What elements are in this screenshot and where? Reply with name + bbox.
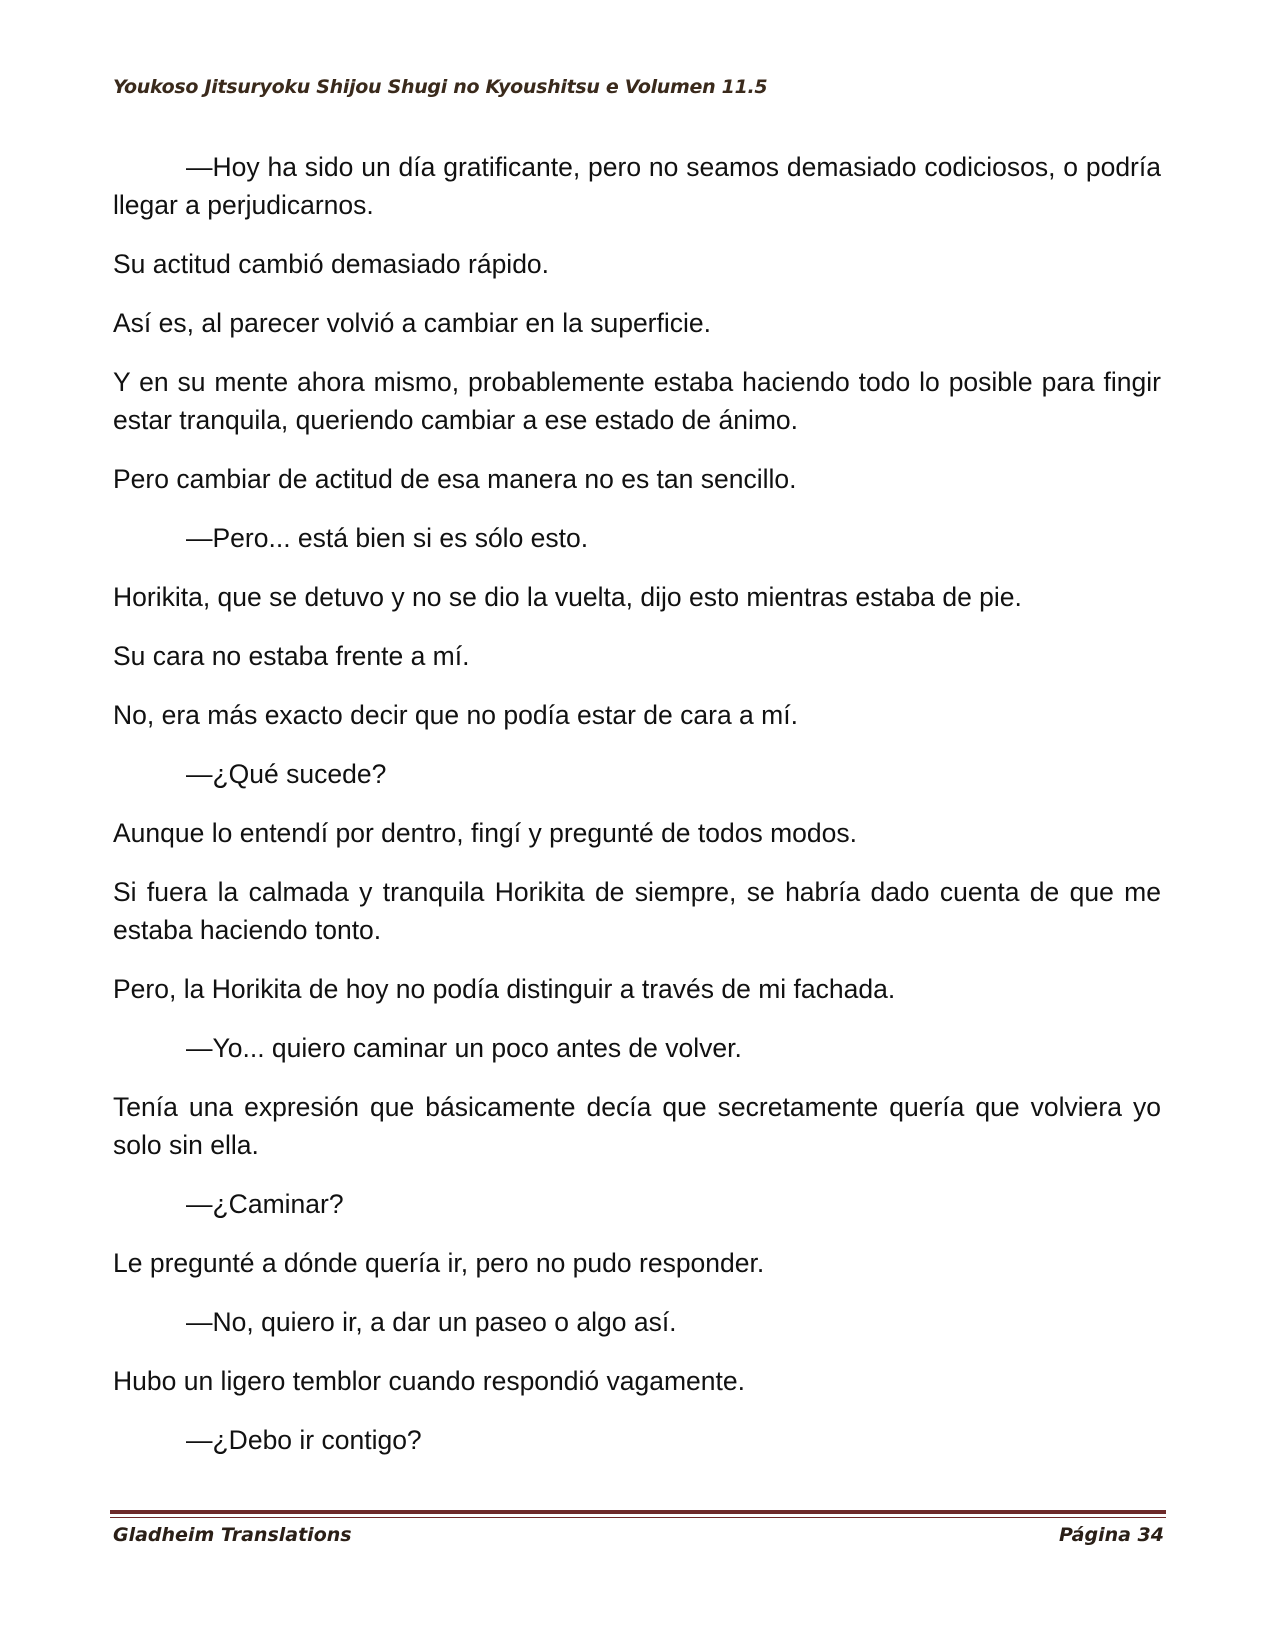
narration-paragraph: Horikita, que se detuvo y no se dio la vuelta, dijo esto mientras estaba de pie. xyxy=(113,582,1022,612)
narration-paragraph: No, era más exacto decir que no podía estar de cara a mí. xyxy=(113,700,798,730)
narration-paragraph: Así es, al parecer volvió a cambiar en la superficie. xyxy=(113,308,711,338)
narration-paragraph: Si fuera la calmada y tranquila Horikita de siempre, se habría dado cuenta de que me estaba haciendo tonto. xyxy=(113,877,1161,945)
narration-paragraph: Pero cambiar de actitud de esa manera no es tan sencillo. xyxy=(113,464,797,494)
dialog-paragraph: —Yo... quiero caminar un poco antes de volver. xyxy=(186,1033,742,1063)
footer-divider-thin xyxy=(110,1517,1166,1518)
narration-paragraph: Aunque lo entendí por dentro, fingí y pregunté de todos modos. xyxy=(113,818,857,848)
narration-paragraph: Su actitud cambió demasiado rápido. xyxy=(113,249,550,279)
header-title: Youkoso Jitsuryoku Shijou Shugi no Kyoushitsu e Volumen 11.5 xyxy=(113,76,768,98)
dialog-paragraph: —No, quiero ir, a dar un paseo o algo así. xyxy=(186,1307,677,1337)
dialog-paragraph: —¿Debo ir contigo? xyxy=(186,1425,422,1455)
footer-page-number: Página 34 xyxy=(1058,1524,1164,1546)
footer-translator: Gladheim Translations xyxy=(113,1524,352,1546)
dialog-paragraph: —Pero... está bien si es sólo esto. xyxy=(186,523,589,553)
dialog-paragraph: —¿Qué sucede? xyxy=(186,759,387,789)
narration-paragraph: Tenía una expresión que básicamente decía que secretamente quería que volviera yo solo sin ella. xyxy=(113,1092,1161,1160)
footer-divider xyxy=(110,1510,1166,1514)
dialog-paragraph: —¿Caminar? xyxy=(186,1189,344,1219)
narration-paragraph: Le pregunté a dónde quería ir, pero no pudo responder. xyxy=(113,1248,765,1278)
narration-paragraph: Hubo un ligero temblor cuando respondió vagamente. xyxy=(113,1366,745,1396)
dialog-paragraph: —Hoy ha sido un día gratificante, pero no seamos demasiado codiciosos, o podría llegar a perjudicarnos. xyxy=(113,152,1161,220)
page-body xyxy=(113,148,1161,1480)
narration-paragraph: Pero, la Horikita de hoy no podía distinguir a través de mi fachada. xyxy=(113,974,896,1004)
narration-paragraph: Y en su mente ahora mismo, probablemente estaba haciendo todo lo posible para fingir estar tranquila, queriendo cambiar a ese estado de ánimo. xyxy=(113,367,1161,435)
narration-paragraph: Su cara no estaba frente a mí. xyxy=(113,641,470,671)
